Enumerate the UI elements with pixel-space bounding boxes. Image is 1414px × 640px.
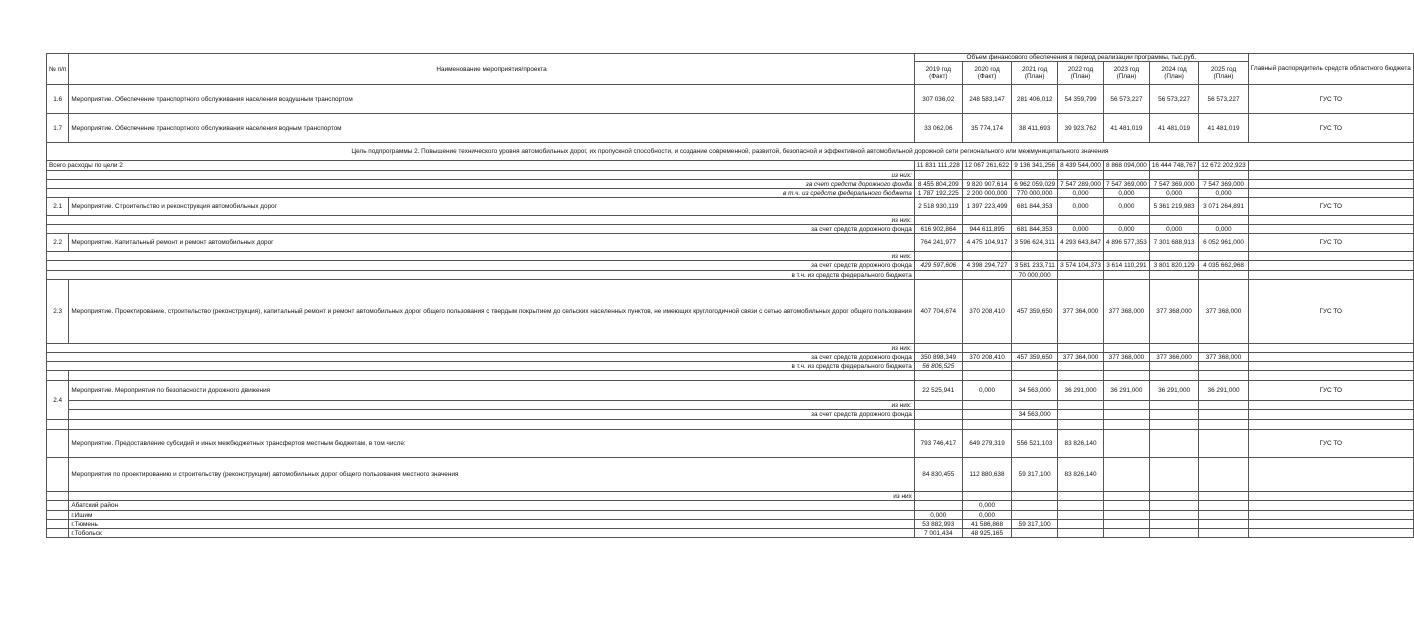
row-name: из них: [47,171,915,180]
header-year: 2025 год (План) [1199,62,1248,85]
row-name: из них [69,492,914,501]
value-cell: 350 898,349 [914,353,962,362]
value-cell: 5 361 219,983 [1149,198,1198,216]
financing-table [46,53,1414,538]
value-cell: 0,000 [914,511,962,520]
value-cell: 457 359,650 [1012,280,1058,344]
goal-text: Цель подпрограммы 2. Повышение технического уровня автомобильных дорог, их пропускной способности, и создание современной, развитой, безопасной и эффективной автомобильной дорожной сети регионального или межмуниципального значения [47,143,1414,161]
row-num: 1.7 [47,114,69,143]
row-name: из них: [47,344,915,353]
goal-row [47,143,1414,161]
value-cell: 407 704,674 [914,280,962,344]
value-cell: 12 672 202,923 [1199,161,1248,171]
value-cell: 681 844,353 [1012,225,1058,234]
value-cell: 36 291,000 [1199,381,1248,401]
row-name: Мероприятие. Проектирование, строительство (реконструкция), капитальный ремонт и ремонт автомобильных дорог общего пользования с твердым покрытием до сельских населенных пунктов, не имеющих круглогодичной связи с сетью автомобильных дорог общего пользования [69,280,914,344]
value-cell: 944 611,895 [962,225,1011,234]
row-name: из них: [47,252,915,261]
value-cell: 377 368,000 [1199,280,1248,344]
value-cell: 0,000 [962,501,1011,511]
table-row [47,234,1414,252]
value-cell: 12 067 261,622 [962,161,1011,171]
table-row [47,430,1414,458]
value-cell: 36 291,000 [1103,381,1149,401]
spacer-row [47,371,1414,381]
value-cell: 556 521,103 [1012,430,1058,458]
value-cell: 4 035 662,968 [1199,261,1248,271]
value-cell: 0,000 [1058,225,1104,234]
table-row [47,180,1414,189]
value-cell: 370 208,410 [962,280,1011,344]
row-name: Мероприятие. Мероприятия по безопасности дорожного движения [69,381,914,401]
header-year: 2023 год (План) [1103,62,1149,85]
table-row [47,85,1414,114]
value-cell: 429 597,606 [914,261,962,271]
table-row [47,492,1414,501]
value-cell: 59 317,100 [1012,458,1058,492]
manager-cell: ГУС ТО [1248,85,1413,114]
value-cell: 0,000 [1058,189,1104,198]
table-row [47,401,1414,410]
table-row [47,280,1414,344]
row-name: в т.ч. из средств федерального бюджета [47,362,915,371]
value-cell: 377 366,000 [1149,353,1198,362]
value-cell: 6 962 059,029 [1012,180,1058,189]
value-cell: 9 136 341,256 [1012,161,1058,171]
value-cell: 34 563,000 [1012,381,1058,401]
row-name: за счет средств дорожного фонда [47,353,915,362]
value-cell: 4 896 577,353 [1103,234,1149,252]
table-row [47,353,1414,362]
value-cell: 307 036,02 [914,85,962,114]
value-cell: 0,000 [1149,225,1198,234]
table-row [47,520,1414,529]
header-year: 2019 год (Факт) [914,62,962,85]
value-cell: 248 583,147 [962,85,1011,114]
row-name: Мероприятие. Обеспечение транспортного обслуживания населения водным транспортом [69,114,914,143]
value-cell: 0,000 [962,511,1011,520]
header-year: 2020 год (Факт) [962,62,1011,85]
value-cell: 35 774,174 [962,114,1011,143]
value-cell: 48 925,165 [962,529,1011,538]
value-cell: 41 481,019 [1199,114,1248,143]
manager-cell: ГУС ТО [1248,234,1413,252]
value-cell: 53 882,993 [914,520,962,529]
manager-cell [1248,161,1413,171]
value-cell: 377 364,000 [1058,280,1104,344]
table-row [47,198,1414,216]
table-row [47,161,1414,171]
value-cell: 56 573,227 [1103,85,1149,114]
value-cell: 3 574 104,373 [1058,261,1104,271]
value-cell: 1 787 192,225 [914,189,962,198]
table-header-row [47,54,1414,62]
value-cell: 16 444 748,767 [1149,161,1198,171]
value-cell: 0,000 [1103,189,1149,198]
row-num: 2.1 [47,198,69,216]
spacer-row [47,420,1414,430]
value-cell: 38 411,693 [1012,114,1058,143]
table-row [47,501,1414,511]
value-cell: 41 586,868 [962,520,1011,529]
value-cell: 0,000 [1199,189,1248,198]
row-name: Мероприятие. Предоставление субсидий и иных межбюджетных трансфертов местным бюджетам, в том числе: [69,430,914,458]
manager-cell: ГУС ТО [1248,430,1413,458]
table-row [47,529,1414,538]
table-row [47,511,1414,520]
row-num: 2.3 [47,280,69,344]
table-row [47,261,1414,271]
value-cell [1149,271,1198,280]
table-row [47,171,1414,180]
table-row [47,189,1414,198]
header-name: Наименование мероприятия/проекта [69,54,914,85]
row-num: 2.4 [47,381,69,420]
value-cell: 793 746,417 [914,430,962,458]
value-cell: 3 581 233,711 [1012,261,1058,271]
value-cell: 377 368,000 [1103,353,1149,362]
value-cell: 0,000 [1103,225,1149,234]
value-cell: 616 902,864 [914,225,962,234]
value-cell: 377 368,000 [1103,280,1149,344]
value-cell: 370 208,410 [962,353,1011,362]
value-cell: 54 359,799 [1058,85,1104,114]
value-cell: 33 062,06 [914,114,962,143]
row-name: из них: [69,401,914,410]
row-name: за счет средств дорожного фонда [47,180,915,189]
value-cell: 59 317,100 [1012,520,1058,529]
value-cell: 0,000 [962,381,1011,401]
table-row [47,114,1414,143]
value-cell: 9 820 907,614 [962,180,1011,189]
value-cell: 34 563,000 [1012,410,1058,420]
header-year: 2022 год (План) [1058,62,1104,85]
table-row [47,381,1414,401]
value-cell: 2 518 930,119 [914,198,962,216]
value-cell [1199,271,1248,280]
value-cell: 1 397 223,499 [962,198,1011,216]
value-cell: 281 406,012 [1012,85,1058,114]
value-cell: 84 830,455 [914,458,962,492]
value-cell: 7 547 369,000 [1103,180,1149,189]
value-cell: 36 291,000 [1058,381,1104,401]
value-cell: 6 052 961,000 [1199,234,1248,252]
row-name: г.Ишим [69,511,914,520]
row-num: 2.2 [47,234,69,252]
header-financing: Объем финансового обеспечения в период реализации программы, тыс.руб. [914,54,1248,62]
row-name: Всего расходы по цели 2 [47,161,915,171]
table-row [47,362,1414,371]
value-cell: 7 547 369,000 [1149,180,1198,189]
value-cell: 83 826,140 [1058,430,1104,458]
table-row [47,271,1414,280]
value-cell: 56 573,227 [1149,85,1198,114]
row-name: г.Тобольск [69,529,914,538]
value-cell [1103,271,1149,280]
value-cell: 3 801 820,129 [1149,261,1198,271]
row-name: за счет средств дорожного фонда [47,225,915,234]
value-cell: 39 923,762 [1058,114,1104,143]
table-row [47,344,1414,353]
value-cell: 681 844,353 [1012,198,1058,216]
row-name: Мероприятие. Капитальный ремонт и ремонт автомобильных дорог [69,234,914,252]
row-num: 1.6 [47,85,69,114]
value-cell: 649 279,319 [962,430,1011,458]
row-name: Мероприятия по проектированию и строительству (реконструкции) автомобильных дорог общего пользования местного значения [69,458,914,492]
value-cell: 7 001,434 [914,529,962,538]
value-cell: 4 475 104,917 [962,234,1011,252]
value-cell: 4 293 643,847 [1058,234,1104,252]
value-cell: 2 200 000,000 [962,189,1011,198]
manager-cell: ГУС ТО [1248,198,1413,216]
value-cell: 7 547 289,000 [1058,180,1104,189]
table-row [47,252,1414,261]
row-name: Абатский район [69,501,914,511]
value-cell: 7 547 369,000 [1199,180,1248,189]
value-cell: 0,000 [1103,198,1149,216]
row-name: из них: [47,216,915,225]
value-cell [962,271,1011,280]
table-row [47,216,1414,225]
value-cell: 3 614 110,291 [1103,261,1149,271]
value-cell: 83 826,140 [1058,458,1104,492]
row-name: Мероприятие. Строительство и реконструкция автомобильных дорог [69,198,914,216]
header-manager: Главный распорядитель средств областного бюджета [1248,54,1413,85]
value-cell: 377 368,000 [1199,353,1248,362]
row-name: Мероприятие. Обеспечение транспортного обслуживания населения воздушным транспортом [69,85,914,114]
value-cell: 770 000,000 [1012,189,1058,198]
row-name: за счет средств дорожного фонда [47,261,915,271]
value-cell: 764 241,977 [914,234,962,252]
value-cell: 0,000 [1058,198,1104,216]
manager-cell: ГУС ТО [1248,114,1413,143]
row-name: в т.ч. из средств федерального бюджета [47,271,915,280]
value-cell: 8 868 094,000 [1103,161,1149,171]
value-cell [914,271,962,280]
manager-cell: ГУС ТО [1248,381,1413,401]
value-cell: 36 291,000 [1149,381,1198,401]
value-cell [1058,271,1104,280]
row-name: г.Тюмень [69,520,914,529]
value-cell: 11 831 111,228 [914,161,962,171]
value-cell: 3 596 624,311 [1012,234,1058,252]
value-cell: 0,000 [1199,225,1248,234]
value-cell: 7 301 688,913 [1149,234,1198,252]
manager-cell: ГУС ТО [1248,280,1413,344]
value-cell: 41 481,019 [1103,114,1149,143]
value-cell: 4 398 294,727 [962,261,1011,271]
value-cell: 22 525,941 [914,381,962,401]
header-year: 2021 год (План) [1012,62,1058,85]
row-name: за счет средств дорожного фонда [69,410,914,420]
value-cell: 112 880,638 [962,458,1011,492]
value-cell: 70 000,000 [1012,271,1058,280]
value-cell: 8 455 804,209 [914,180,962,189]
value-cell: 377 368,000 [1149,280,1198,344]
value-cell: 56 573,227 [1199,85,1248,114]
header-num: № п/п [47,54,69,85]
value-cell: 8 439 544,000 [1058,161,1104,171]
table-row [47,225,1414,234]
value-cell: 377 364,000 [1058,353,1104,362]
value-cell: 56 806,525 [914,362,962,371]
table-row [47,410,1414,420]
value-cell: 3 071 264,891 [1199,198,1248,216]
value-cell: 0,000 [1149,189,1198,198]
table-row [47,458,1414,492]
value-cell: 457 359,650 [1012,353,1058,362]
header-year: 2024 год (План) [1149,62,1198,85]
value-cell: 41 481,019 [1149,114,1198,143]
row-name: в т.ч. из средств федерального бюджета [47,189,915,198]
